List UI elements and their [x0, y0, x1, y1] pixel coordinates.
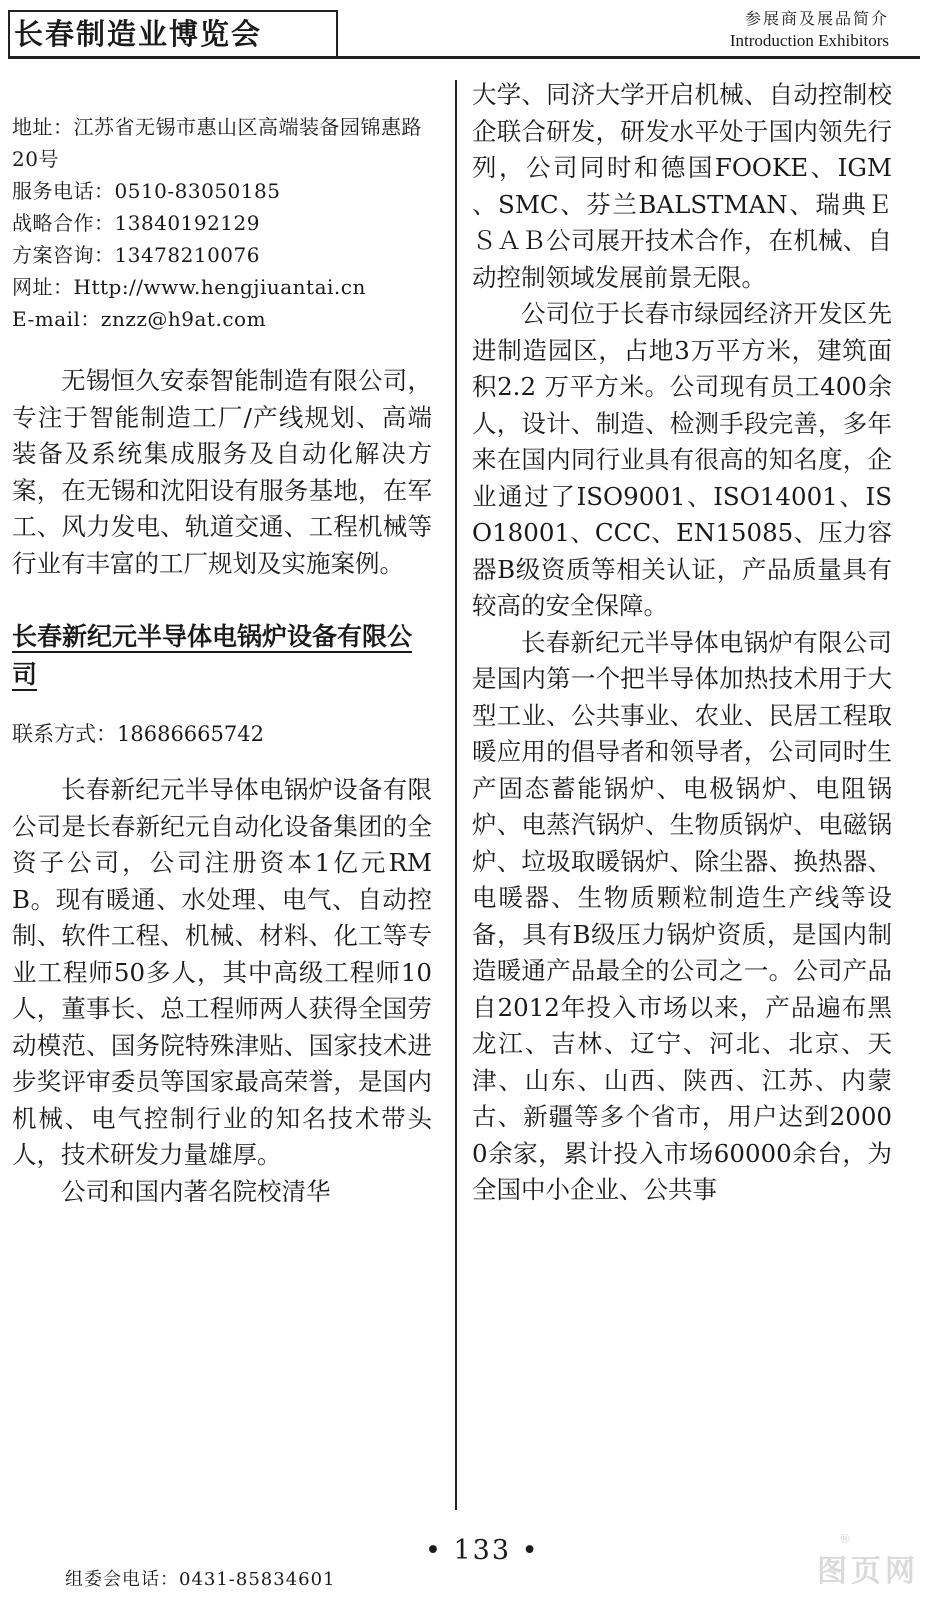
registered-mark: ®	[839, 1532, 855, 1546]
magazine-title: 长春制造业博览会	[8, 10, 338, 56]
page-number: • 133 •	[425, 1535, 540, 1566]
page-header	[0, 0, 927, 64]
service-phone-line: 服务电话：0510-83050185	[12, 179, 281, 203]
header-rule	[8, 56, 920, 59]
section-title-cn: 参展商及展品简介	[744, 9, 889, 28]
company-paragraph-1: 长春新纪元半导体电锅炉设备有限公司是长春新纪元自动化设备集团的全资子公司，公司注册资本1亿元RMB。现有暖通、水处理、电气、自动控制、软件工程、机械、材料、化工等专业工程师50多人，其中高级工程师10人，董事长、总工程师两人获得全国劳动模范、国务院特殊津贴、国家技术进步奖评审委员等国家最高荣誉，是国内机械、电气控制行业的知名技术带头人，技术研发力量雄厚。	[12, 775, 432, 1169]
right-column	[472, 77, 892, 1209]
column-divider	[455, 80, 457, 1510]
company-title	[12, 618, 432, 694]
section-title-en: Introduction Exhibitors	[729, 31, 889, 50]
strategic-cooperation-line: 战略合作：13840192129	[12, 211, 260, 235]
company-title-text: 长春新纪元半导体电锅炉设备有限公司	[12, 622, 413, 689]
contact-block	[12, 111, 432, 335]
watermark-logo	[779, 1532, 919, 1590]
company-intro-paragraph: 无锡恒久安泰智能制造有限公司，专注于智能制造工厂/产线规划、高端装备及系统集成服务及自动化解决方案，在无锡和沈阳设有服务基地，在军工、风力发电、轨道交通、工程机械等行业有丰富的工厂规划及实施案例。	[12, 366, 432, 578]
watermark-text: 图页网	[817, 1554, 919, 1589]
website-line: 网址：Http://www.hengjiuantai.cn	[12, 275, 366, 299]
solution-consulting-line: 方案咨询：13478210076	[12, 243, 260, 267]
company-paragraph-4: 长春新纪元半导体电锅炉有限公司是国内第一个把半导体加热技术用于大型工业、公共事业、农业、民居工程取暖应用的倡导者和领导者，公司同时生产固态蓄能锅炉、电极锅炉、电阻锅炉、电蒸汽锅炉、生物质锅炉、电磁锅炉、垃圾取暖锅炉、除尘器、换热器、电暖器、生物质颗粒制造生产线等设备，具有B级压力锅炉资质，是国内制造暖通产品最全的公司之一。公司产品自2012年投入市场以来，产品遍布黑龙江、吉林、辽宁、河北、北京、天津、山东、山西、陕西、江苏、内蒙古、新疆等多个省市，用户达到20000余家，累计投入市场60000余台，为全国中小企业、公共事	[472, 627, 892, 1204]
contact-method-line: 联系方式：18686665742	[12, 722, 264, 746]
left-column	[12, 111, 432, 1210]
company-paragraph-3: 公司位于长春市绿园经济开发区先进制造园区，占地3万平方米，建筑面积2.2 万平方米。公司现有员工400余人，设计、制造、检测手段完善，多年来在国内同行业具有很高的知名度，企业通过了ISO9001、ISO14001、ISO18001、CCC、EN15085、压力容器B级资质等相关认证，产品质量具有较高的安全保障。	[472, 299, 892, 620]
address-line: 地址：江苏省无锡市惠山区高端装备园锦惠路20号	[12, 115, 422, 171]
organizer-phone: 组委会电话：0431-85834601	[65, 1569, 336, 1590]
email-line: E-mail：znzz@h9at.com	[12, 307, 267, 331]
company-paragraph-2-start: 公司和国内著名院校清华	[61, 1176, 331, 1206]
company-paragraph-2-continued: 大学、同济大学开启机械、自动控制校企联合研发，研发水平处于国内领先行列，公司同时和德国FOOKE、IGM 、SMC、芬兰BALSTMAN、瑞典ＥＳＡＢ公司展开技术合作，在机械、自动控制领域发展前景无限。	[472, 80, 892, 292]
